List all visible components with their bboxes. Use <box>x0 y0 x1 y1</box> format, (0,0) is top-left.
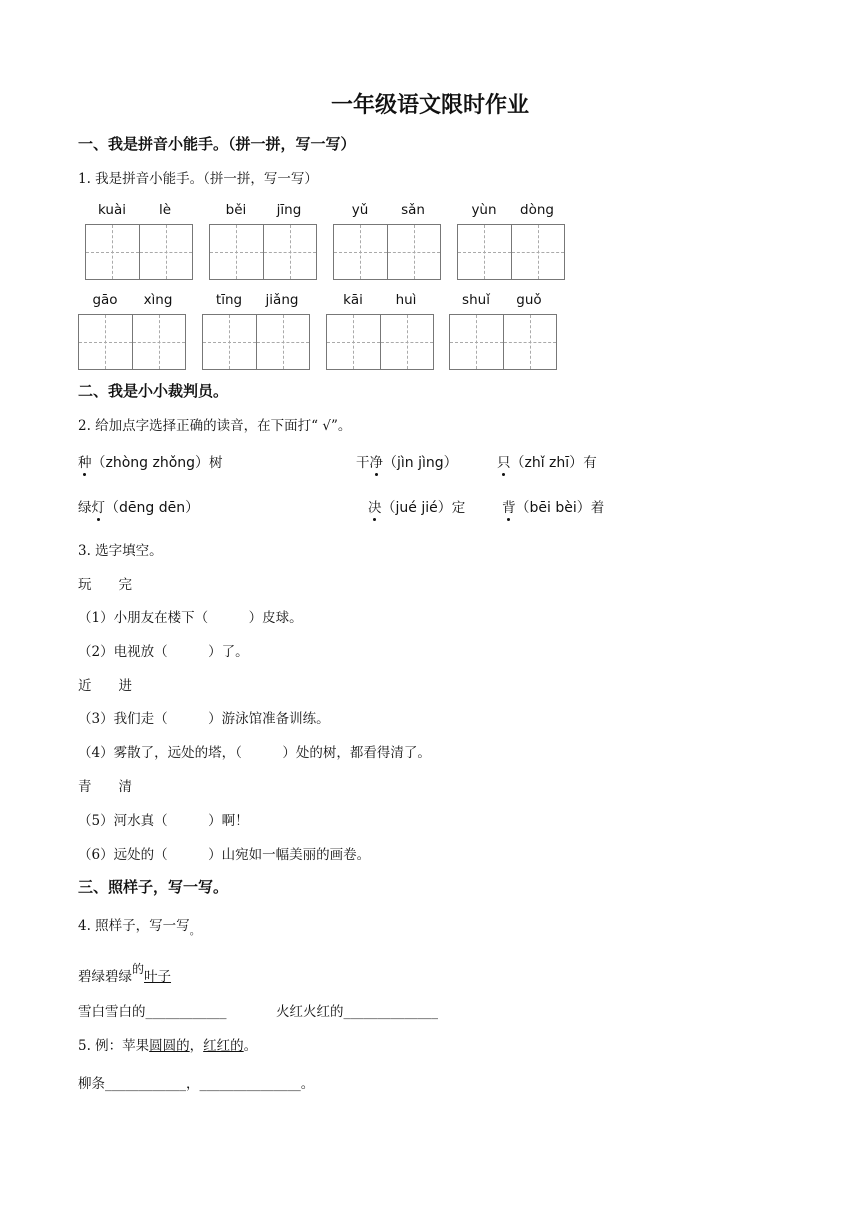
question-4-end: 。 <box>189 924 201 937</box>
item-suffix: 有 <box>583 455 597 471</box>
pinyin-options: （zhǐ zhī） <box>510 455 584 471</box>
dotted-char: 只 <box>497 451 511 471</box>
answer-line[interactable]: 柳条____________，_______________。 <box>78 1076 315 1092</box>
pinyin-syllable: tīng <box>215 292 243 308</box>
item-suffix: 着 <box>590 500 605 516</box>
answer-line[interactable]: 火红火红的______________ <box>276 1004 438 1020</box>
pinyin-syllable: dòng <box>520 202 554 218</box>
dotted-char: 灯 <box>92 496 106 516</box>
question-4 <box>78 914 201 938</box>
dotted-char: 净 <box>370 451 384 471</box>
section-1-heading: 一、我是拼音小能手。（拼一拼，写一写） <box>78 135 356 153</box>
fill-blank-item[interactable]: （3）我们走（ ）游泳馆准备训练。 <box>78 711 330 727</box>
item-prefix: 干 <box>356 455 370 471</box>
pinyin-options: （jué jié） <box>381 500 452 516</box>
pinyin-syllable: huì <box>395 292 417 308</box>
pinyin-syllable: kuài <box>98 202 126 218</box>
pinyin-options: （dēng dēn） <box>105 500 200 516</box>
pinyin-syllable: lè <box>158 202 172 218</box>
example-particle: 的 <box>132 962 145 976</box>
writing-grid[interactable] <box>457 224 565 280</box>
pinyin-options: （jìn jìng） <box>383 455 458 471</box>
pronunciation-item[interactable] <box>502 496 604 517</box>
pronunciation-item[interactable] <box>497 451 597 472</box>
question-2: 2. 给加点字选择正确的读音，在下面打“ √”。 <box>78 418 352 434</box>
fill-blank-item[interactable]: （4）雾散了，远处的塔，（ ）处的树，都看得清了。 <box>78 745 431 761</box>
writing-grid[interactable] <box>449 314 557 370</box>
item-suffix: 树 <box>209 455 223 471</box>
pronunciation-item[interactable] <box>78 451 223 472</box>
pronunciation-item[interactable] <box>368 496 465 517</box>
char-pair: 青 清 <box>78 779 132 795</box>
question-1: 1. 我是拼音小能手。（拼一拼，写一写） <box>78 171 318 187</box>
fill-blank-item[interactable]: （1）小朋友在楼下（ ）皮球。 <box>78 610 303 626</box>
dotted-char: 种 <box>78 451 92 471</box>
question-5-text: 5. 例：苹果 <box>78 1038 150 1054</box>
comma: ， <box>189 1038 204 1054</box>
char-pair: 近 进 <box>78 678 132 694</box>
pinyin-syllable: kāi <box>343 292 363 308</box>
dotted-char: 决 <box>368 496 382 516</box>
item-suffix: 定 <box>451 500 466 516</box>
question-3: 3. 选字填空。 <box>78 543 163 559</box>
page-title: 一年级语文限时作业 <box>330 93 529 118</box>
writing-grid[interactable] <box>85 224 193 280</box>
pinyin-syllable: xìng <box>143 292 173 308</box>
pinyin-syllable: yùn <box>471 202 497 218</box>
fill-blank-item[interactable]: （5）河水真（ ）啊！ <box>78 813 249 829</box>
section-2-heading: 二、我是小小裁判员。 <box>78 382 229 400</box>
example-noun: 叶子 <box>144 969 172 985</box>
pinyin-syllable: yǔ <box>351 202 369 218</box>
pronunciation-item[interactable] <box>78 496 199 517</box>
example-adjective: 碧绿碧绿 <box>78 969 132 985</box>
pinyin-syllable: gāo <box>92 292 118 308</box>
pinyin-syllable: guǒ <box>516 292 542 308</box>
writing-grid[interactable] <box>326 314 434 370</box>
pinyin-syllable: shuǐ <box>462 292 490 308</box>
writing-grid[interactable] <box>333 224 441 280</box>
example-phrase <box>78 960 171 985</box>
dotted-char: 背 <box>502 496 516 516</box>
answer-line[interactable]: 雪白雪白的____________ <box>78 1004 227 1020</box>
question-5 <box>78 1034 257 1054</box>
section-3-heading: 三、照样子，写一写。 <box>78 878 229 896</box>
pinyin-syllable: běi <box>225 202 247 218</box>
period: 。 <box>243 1038 258 1054</box>
writing-grid[interactable] <box>78 314 186 370</box>
example-underlined: 红红的 <box>203 1038 244 1054</box>
pinyin-syllable: sǎn <box>401 202 425 218</box>
pinyin-options: （zhòng zhǒng） <box>91 455 210 471</box>
pinyin-options: （bēi bèi） <box>515 500 591 516</box>
pinyin-syllable: jīng <box>276 202 302 218</box>
fill-blank-item[interactable]: （6）远处的（ ）山宛如一幅美丽的画卷。 <box>78 847 371 863</box>
pronunciation-item[interactable] <box>356 451 458 472</box>
writing-grid[interactable] <box>202 314 310 370</box>
question-4-text: 4. 照样子，写一写 <box>78 918 190 934</box>
pinyin-syllable: jiǎng <box>265 292 299 308</box>
fill-blank-item[interactable]: （2）电视放（ ）了。 <box>78 644 249 660</box>
char-pair: 玩 完 <box>78 577 132 593</box>
example-underlined: 圆圆的 <box>149 1038 190 1054</box>
writing-grid[interactable] <box>209 224 317 280</box>
item-prefix: 绿 <box>78 500 92 516</box>
